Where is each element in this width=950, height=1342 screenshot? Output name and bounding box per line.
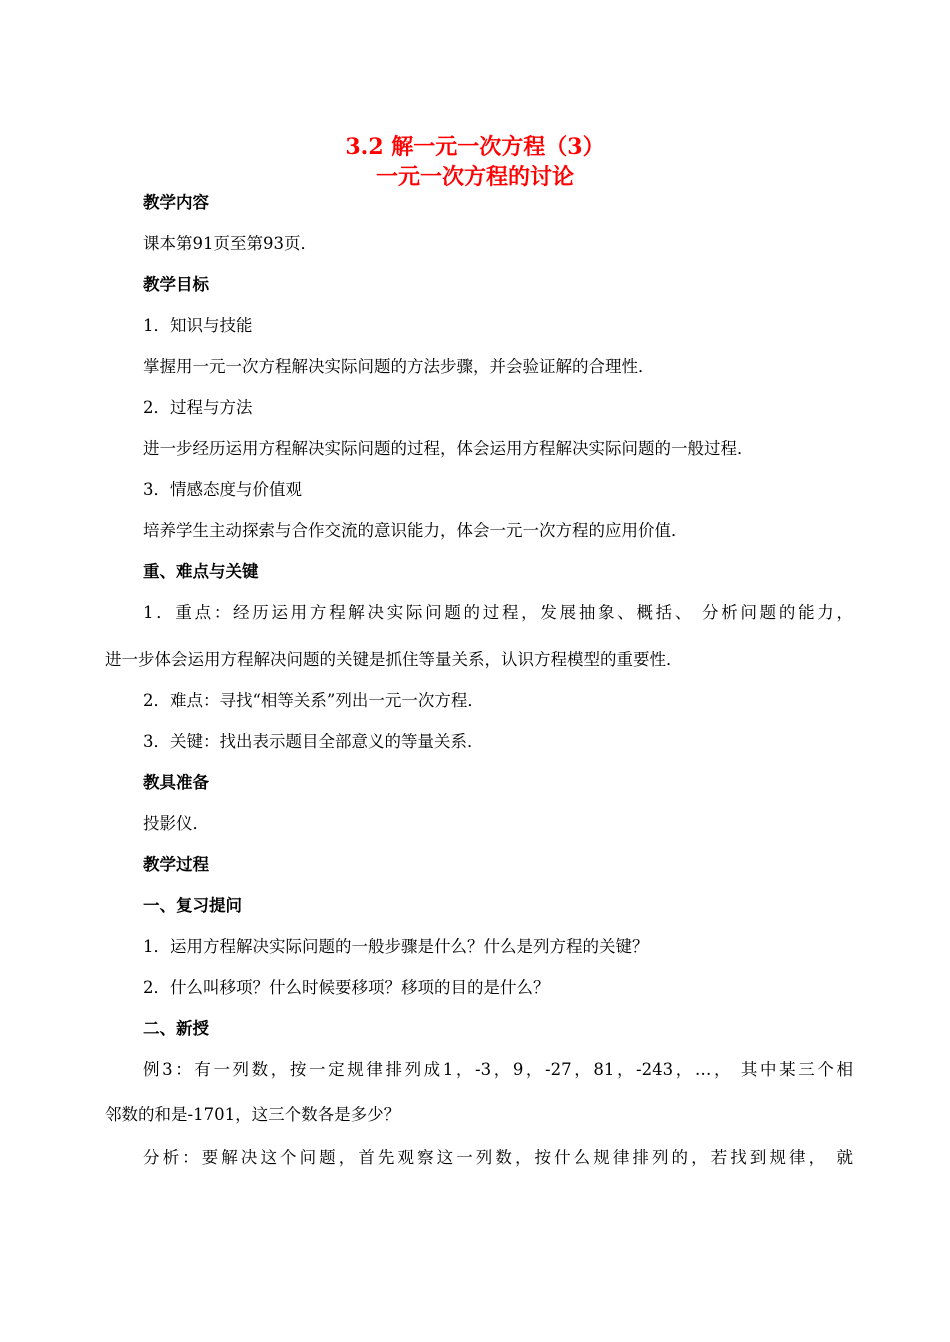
document-subtitle: 一元一次方程的讨论	[375, 164, 574, 190]
section-heading-content: 教学内容	[143, 193, 209, 212]
example-3-line1: 例3：有一列数，按一定规律排列成1，-3，9，-27，81，-243，…， 其中某三个相	[143, 1060, 853, 1079]
key-point-2: 2．难点：寻找“相等关系”列出一元一次方程．	[143, 691, 484, 710]
tools-text: 投影仪．	[143, 814, 209, 833]
subsection-heading-review: 一、复习提问	[143, 896, 242, 915]
example-3-line2: 邻数的和是-1701，这三个数各是多少？	[105, 1105, 401, 1124]
review-question-1: 1．运用方程解决实际问题的一般步骤是什么？什么是列方程的关键？	[143, 937, 649, 956]
section-heading-process: 教学过程	[143, 855, 209, 874]
goal1-text: 掌握用一元一次方程解决实际问题的方法步骤，并会验证解的合理性．	[143, 357, 655, 376]
document-title: 3.2 解一元一次方程（3）	[345, 134, 605, 160]
goal3-heading: 3．情感态度与价值观	[143, 480, 302, 499]
section-heading-tools: 教具准备	[143, 773, 209, 792]
analysis-line1: 分析：要解决这个问题，首先观察这一列数，按什么规律排列的，若找到规律， 就	[143, 1148, 853, 1167]
key-point-1-line2: 进一步体会运用方程解决问题的关键是抓住等量关系，认识方程模型的重要性．	[105, 650, 683, 669]
key-point-1-line1: 1．重点：经历运用方程解决实际问题的过程，发展抽象、概括、 分析问题的能力，	[143, 603, 853, 622]
review-question-2: 2．什么叫移项？什么时候要移项？移项的目的是什么？	[143, 978, 550, 997]
subsection-heading-new: 二、新授	[143, 1019, 209, 1038]
content-text: 课本第91页至第93页．	[143, 234, 317, 253]
key-point-3: 3．关键：找出表示题目全部意义的等量关系．	[143, 732, 484, 751]
section-heading-goals: 教学目标	[143, 275, 209, 294]
goal1-heading: 1．知识与技能	[143, 316, 253, 335]
section-heading-key-points: 重、难点与关键	[143, 562, 259, 581]
goal2-text: 进一步经历运用方程解决实际问题的过程，体会运用方程解决实际问题的一般过程．	[143, 439, 754, 458]
goal3-text: 培养学生主动探索与合作交流的意识能力，体会一元一次方程的应用价值．	[143, 521, 688, 540]
goal2-heading: 2．过程与方法	[143, 398, 253, 417]
